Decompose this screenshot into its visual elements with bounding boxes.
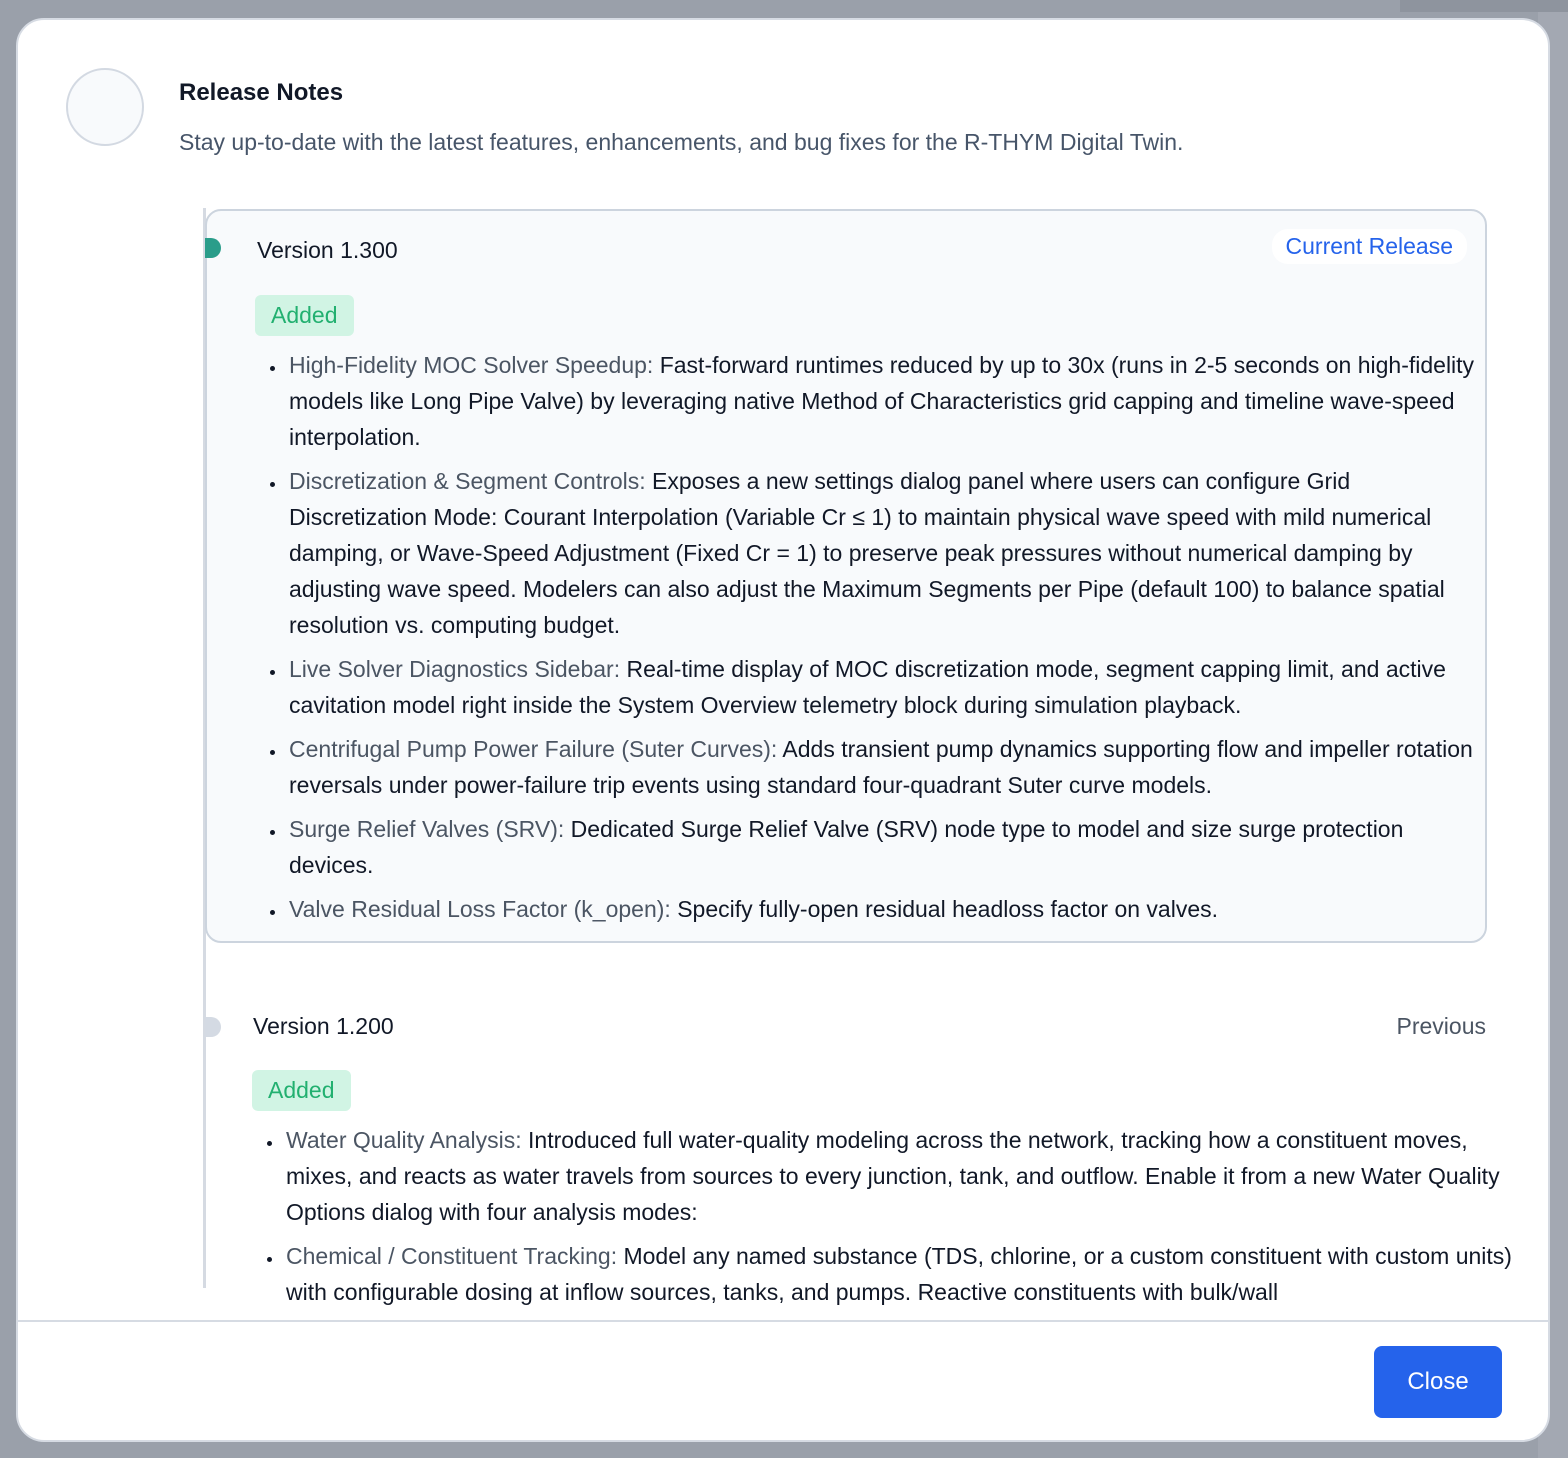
footer-divider: [18, 1320, 1548, 1322]
list-item: [284, 1238, 1514, 1310]
timeline-dot-previous: [205, 1017, 221, 1037]
list-item: [287, 463, 1487, 643]
note-title: Discretization & Segment Controls:: [289, 468, 646, 494]
list-item: [287, 891, 1487, 927]
note-text: Specify fully-open residual headloss factor on valves.: [670, 896, 1219, 922]
note-text: Dedicated Surge Relief Valve (SRV) node type to model and size surge protection devices.: [289, 816, 1404, 878]
release-notes-dialog: [16, 18, 1550, 1442]
note-title: High-Fidelity MOC Solver Speedup:: [289, 352, 654, 378]
list-item: [287, 651, 1487, 723]
release-notes-list: [257, 347, 1487, 935]
list-item: [284, 1122, 1514, 1230]
version-label: Version 1.200: [253, 1013, 394, 1039]
note-text: Real-time display of MOC discretization mode, segment capping limit, and active cavitation model right inside the System Overview telemetry block during simulation playback.: [289, 656, 1446, 718]
close-button[interactable]: Close: [1374, 1346, 1502, 1418]
list-item: [287, 731, 1487, 803]
release-notes-scroll-area[interactable]: [18, 208, 1548, 1305]
note-title: Surge Relief Valves (SRV):: [289, 816, 565, 842]
current-release-badge: Current Release: [1272, 229, 1467, 264]
note-title: Chemical / Constituent Tracking:: [286, 1243, 618, 1269]
note-text: Fast-forward runtimes reduced by up to 30x (runs in 2-5 seconds on high-fidelity models like Long Pipe Valve) by leveraging native Method of Characteristics grid capping and timeline wave-speed interpolation.: [289, 352, 1475, 450]
dialog-title: Release Notes: [179, 79, 344, 106]
list-item: [287, 347, 1487, 455]
note-title: Valve Residual Loss Factor (k_open):: [289, 896, 671, 922]
list-item: [287, 811, 1487, 883]
note-text: Introduced full water-quality modeling across the network, tracking how a constituent moves, mixes, and reacts as water travels from sources to every junction, tank, and outflow. Enable it from a new Water Quality Options dialog with four analysis modes:: [286, 1127, 1500, 1225]
added-badge: Added: [252, 1070, 351, 1111]
version-label: Version 1.300: [257, 237, 398, 263]
note-text: Adds transient pump dynamics supporting flow and impeller rotation reversals under power-failure trip events using standard four-quadrant Suter curve models.: [289, 736, 1473, 798]
dialog-subtitle: Stay up-to-date with the latest features, enhancements, and bug fixes for the R-THYM Digital Twin.: [179, 129, 1184, 155]
release-notes-icon: [66, 68, 144, 146]
background-topbar: [1400, 0, 1568, 12]
release-notes-list: [254, 1122, 1514, 1318]
previous-release-tag: Previous: [1396, 1013, 1486, 1039]
added-badge: Added: [255, 295, 354, 336]
note-text: Exposes a new settings dialog panel where users can configure Grid Discretization Mode: Courant Interpolation (Variable Cr ≤ 1) to maintain physical wave speed with mild numerical damping, or Wave-Speed Adjustment (Fixed Cr = 1) to preserve peak pressures without numerical damping by adjusting wave speed. Modelers can also adjust the Maximum Segments per Pipe (default 100) to balance spatial resolution vs. computing budget.: [289, 468, 1445, 638]
note-title: Live Solver Diagnostics Sidebar:: [289, 656, 621, 682]
release-card-current: [205, 209, 1487, 943]
note-title: Centrifugal Pump Power Failure (Suter Curves):: [289, 736, 778, 762]
note-title: Water Quality Analysis:: [286, 1127, 522, 1153]
note-text: Model any named substance (TDS, chlorine, or a custom constituent with custom units) with configurable dosing at inflow sources, tanks, and pumps. Reactive constituents with bulk/wall: [286, 1243, 1512, 1305]
